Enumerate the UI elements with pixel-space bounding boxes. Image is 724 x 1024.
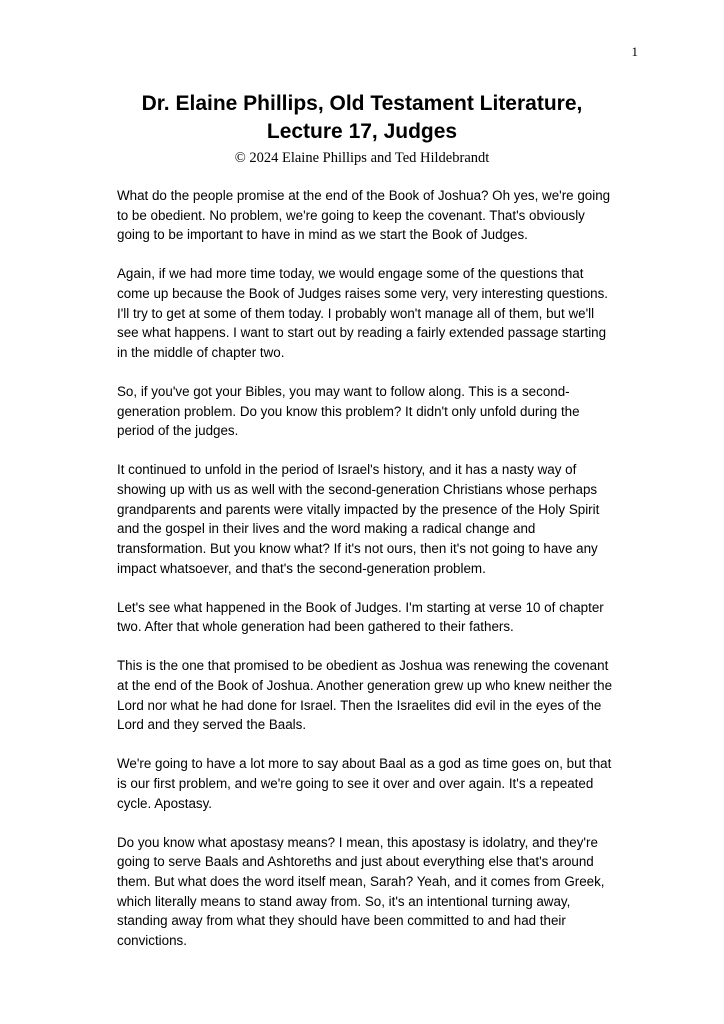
- paragraph: What do the people promise at the end of the Book of Joshua? Oh yes, we're going to be obedient. No problem, we're going to keep the covenant. That's obviously going to be important to have in mind as we start the Book of Judges.: [117, 188, 611, 243]
- paragraph: Let's see what happened in the Book of Judges. I'm starting at verse 10 of chapter two. After that whole generation had been gathered to their fathers.: [117, 599, 604, 635]
- title-line-1: Dr. Elaine Phillips, Old Testament Literature,: [141, 92, 583, 115]
- page-number: 1: [631, 44, 638, 59]
- title-line-2: Lecture 17, Judges: [266, 120, 458, 143]
- paragraph: Do you know what apostasy means? I mean, this apostasy is idolatry, and they're going to serve Baals and Ashtoreths and just about everything else that's around them. But what does the word itself mean, Sarah? Yeah, and it comes from Greek, which literally means to stand away from. So, it's an intentional turning away, standing away from what they should have been committed to and had their convictions.: [117, 834, 605, 949]
- document-body: [117, 186, 613, 970]
- paragraph: We're going to have a lot more to say about Baal as a god as time goes on, but that is our first problem, and we're going to see it over and over again. It's a repeated cycle. Apostasy.: [117, 756, 612, 811]
- paragraph: It continued to unfold in the period of Israel's history, and it has a nasty way of showing up with us as well with the second-generation Christians whose perhaps grandparents and parents were vitally impacted by the presence of the Holy Spirit and the gospel in their lives and the word making a radical change and transformation. But you know what? If it's not ours, then it's not going to have any impact whatsoever, and that's the second-generation problem.: [117, 462, 600, 576]
- copyright-line: © 2024 Elaine Phillips and Ted Hildebrandt: [234, 150, 490, 166]
- paragraph: Again, if we had more time today, we would engage some of the questions that come up because the Book of Judges raises some very, very interesting questions. I'll try to get at some of them today. I probably won't manage all of them, but we'll see what happens. I want to start out by reading a fairly extended passage starting in the middle of chapter two.: [117, 266, 609, 361]
- paragraph: So, if you've got your Bibles, you may want to follow along. This is a second-generation problem. Do you know this problem? It didn't only unfold during the period of the judges.: [117, 384, 580, 439]
- paragraph: This is the one that promised to be obedient as Joshua was renewing the covenant at the end of the Book of Joshua. Another generation grew up who knew neither the Lord nor what he had done for Israel. Then the Israelites did evil in the eyes of the Lord and they served the Baals.: [117, 658, 613, 733]
- document-title: [80, 90, 644, 146]
